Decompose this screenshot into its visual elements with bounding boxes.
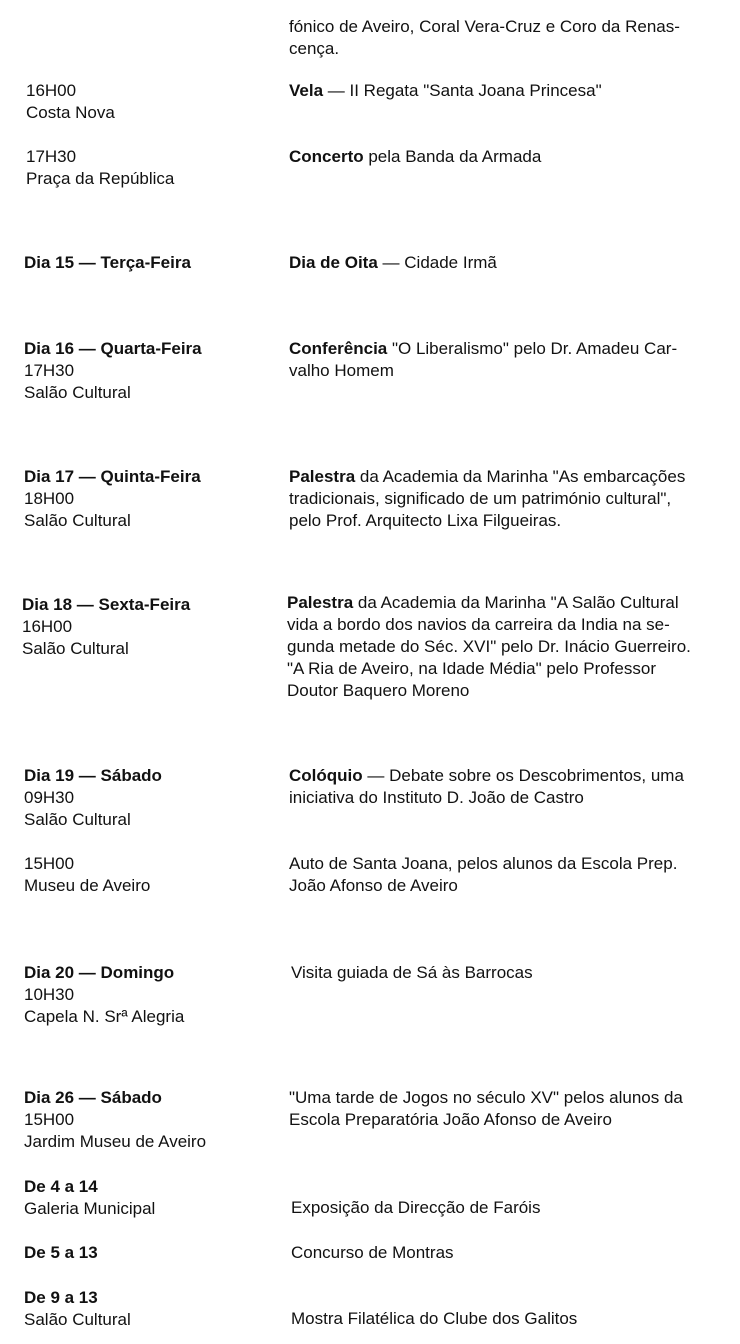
event-type: Dia de Oita [289, 253, 378, 272]
description-line: vida a bordo dos navios da carreira da India na se- [287, 615, 670, 634]
day-heading: Dia 20 — Domingo [24, 963, 175, 982]
event-detail: — Debate sobre os Descobrimentos, uma [362, 766, 684, 785]
event-detail: pela Banda da Armada [363, 147, 542, 166]
day-heading: Dia 26 — Sábado [24, 1088, 162, 1107]
description-line: João Afonso de Aveiro [289, 876, 458, 895]
event-description [289, 252, 497, 274]
event-type: Palestra [287, 593, 354, 612]
event-venue: Galeria Municipal [24, 1199, 156, 1218]
event-description: Mostra Filatélica do Clube dos Galitos [291, 1309, 578, 1328]
description-line: "Uma tarde de Jogos no século XV" pelos alunos da [289, 1088, 683, 1107]
event-time: 10H30 [24, 985, 75, 1004]
event-type: Vela [289, 81, 324, 100]
description-line: iniciativa do Instituto D. João de Castro [289, 788, 584, 807]
event-venue: Capela N. Srª Alegria [24, 1007, 185, 1026]
event-detail: da Academia da Marinha "As embarcações [355, 467, 686, 486]
event-time: 17H30 [24, 361, 75, 380]
day-heading: Dia 19 — Sábado [24, 766, 162, 785]
event-description [289, 146, 541, 168]
event-type: Palestra [289, 467, 356, 486]
day-heading: Dia 17 — Quinta-Feira [24, 467, 201, 486]
event-detail: — Cidade Irmã [377, 253, 497, 272]
event-time: 18H00 [24, 489, 75, 508]
event-venue: Salão Cultural [24, 810, 131, 829]
event-description [289, 338, 719, 382]
event-venue: Praça da República [26, 169, 175, 188]
description-line: gunda metade do Séc. XVI" pelo Dr. Inácio Guerreiro. [287, 637, 691, 656]
description-line: valho Homem [289, 361, 394, 380]
event-time: 17H30 [26, 147, 77, 166]
event-description [287, 592, 717, 702]
event-detail: — II Regata "Santa Joana Princesa" [323, 81, 602, 100]
event-venue: Salão Cultural [24, 383, 131, 402]
event-description [289, 80, 602, 102]
event-time: 16H00 [26, 81, 77, 100]
description-line: tradicionais, significado de um património cultural", [289, 489, 672, 508]
event-description: Visita guiada de Sá às Barrocas [291, 963, 533, 982]
event-description [289, 853, 719, 897]
event-type: Colóquio [289, 766, 363, 785]
description-line: pelo Prof. Arquitecto Lixa Filgueiras. [289, 511, 562, 530]
event-venue: Salão Cultural [24, 511, 131, 530]
event-time: 15H00 [24, 1110, 75, 1129]
event-description: Exposição da Direcção de Faróis [291, 1198, 541, 1217]
day-heading: Dia 16 — Quarta-Feira [24, 339, 202, 358]
description-line: "A Ria de Aveiro, na Idade Média" pelo Professor [287, 659, 656, 678]
date-range: De 9 a 13 [24, 1288, 98, 1307]
event-detail: "O Liberalismo" pelo Dr. Amadeu Car- [387, 339, 678, 358]
event-description: Concurso de Montras [291, 1243, 454, 1262]
date-range: De 4 a 14 [24, 1177, 98, 1196]
event-time: 16H00 [22, 617, 73, 636]
event-venue: Salão Cultural [22, 639, 129, 658]
day-heading: Dia 18 — Sexta-Feira [22, 595, 191, 614]
day-heading: Dia 15 — Terça-Feira [24, 253, 191, 272]
event-description [289, 765, 719, 809]
description-line: Auto de Santa Joana, pelos alunos da Escola Prep. [289, 854, 678, 873]
description-line: fónico de Aveiro, Coral Vera-Cruz e Coro da Renas- [289, 17, 680, 36]
event-detail: da Academia da Marinha "A Salão Cultural [353, 593, 679, 612]
date-range: De 5 a 13 [24, 1243, 98, 1262]
event-description [289, 466, 719, 532]
event-type: Conferência [289, 339, 388, 358]
event-time: 15H00 [24, 854, 75, 873]
description-line: cença. [289, 39, 340, 58]
event-venue: Costa Nova [26, 103, 115, 122]
program-description [289, 16, 719, 60]
event-venue: Salão Cultural [24, 1310, 131, 1329]
description-line: Doutor Baquero Moreno [287, 681, 470, 700]
event-venue: Jardim Museu de Aveiro [24, 1132, 207, 1151]
event-type: Concerto [289, 147, 364, 166]
description-line: Escola Preparatória João Afonso de Aveiro [289, 1110, 612, 1129]
event-time: 09H30 [24, 788, 75, 807]
event-venue: Museu de Aveiro [24, 876, 151, 895]
event-description [289, 1087, 719, 1131]
